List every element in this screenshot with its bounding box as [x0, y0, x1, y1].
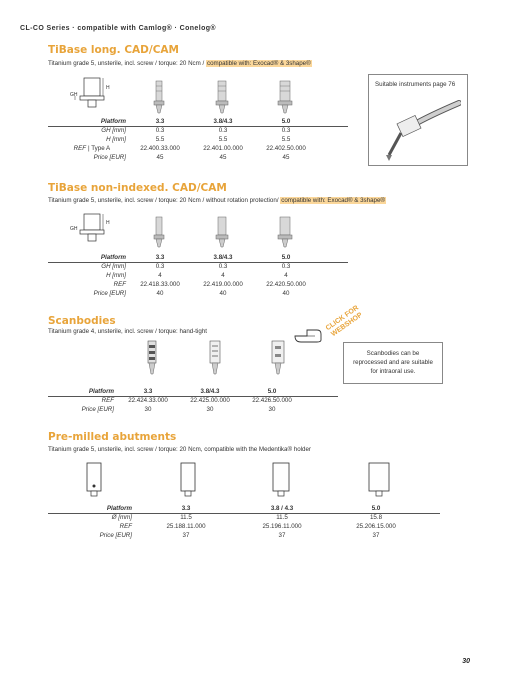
compatibility-highlight: compatible with: Exocad® & 3shape® [281, 197, 385, 204]
instruments-note-box [368, 74, 468, 166]
section-title-tibase-nonindexed: TiBase non-indexed. CAD/CAM [48, 182, 227, 194]
diagram-label-h: H [106, 220, 110, 226]
cell: 4 [284, 272, 288, 279]
cell: 5.5 [218, 136, 228, 143]
row-label: REF [101, 397, 114, 404]
cell: 37 [372, 532, 380, 539]
section-desc-premilled: Titanium grade 5, unsterile, incl. screw / torque: 20 Ncm, compatible with the Medentika® holder [48, 446, 311, 453]
premilled-3-3-image [84, 462, 104, 498]
dimension-diagram [70, 210, 114, 242]
page-header: CL-CO Series · compatible with Camlog® · Conelog® [20, 25, 216, 32]
row-sublabel: | Type A [88, 145, 111, 152]
cell: 22.419.00.000 [203, 281, 243, 288]
type-label: Type A [91, 145, 111, 152]
tibase-nonindexed-table [48, 254, 348, 302]
tibase-long-3-8-image [214, 80, 230, 114]
header-cell: 5.0 [267, 388, 277, 395]
diagram-label-gh: GH [70, 226, 78, 232]
cell: 45 [156, 154, 164, 161]
cell: 25.206.15.000 [356, 523, 396, 530]
cell: 37 [278, 532, 286, 539]
instruments-note-text: Suitable instruments page 76 [375, 81, 456, 88]
scanbody-3-8-image [208, 340, 222, 376]
cell: 4 [158, 272, 162, 279]
tibase-long-table [48, 118, 348, 166]
cell: 22.420.50.000 [266, 281, 306, 288]
cell: 11.5 [276, 514, 288, 521]
cell: 22.426.50.000 [252, 397, 292, 404]
section-title-premilled: Pre-milled abutments [48, 431, 177, 443]
diagram-label-h: H [106, 85, 110, 91]
row-label: Price [EUR] [81, 406, 114, 413]
header-cell: 5.0 [371, 505, 381, 512]
page-number: 30 [462, 658, 470, 665]
row-label: Price [EUR] [99, 532, 132, 539]
webshop-label: CLICK FOR WEBSHOP [324, 304, 364, 339]
header-cell: 3.8/4.3 [213, 118, 233, 125]
row-label: REF [113, 281, 126, 288]
diagram-label-gh: GH [70, 92, 78, 98]
header-label: Platform [106, 505, 132, 512]
premilled-3-8-image [270, 462, 292, 498]
section-desc-scanbodies: Titanium grade 4, unsterile, incl. screw / torque: hand-tight [48, 328, 208, 335]
cell: 40 [156, 290, 164, 297]
row-label: H [mm] [106, 272, 126, 279]
row-label: GH [mm] [101, 263, 126, 270]
cell: 30 [206, 406, 214, 413]
desc-text: Titanium grade 5, unsterile, incl. screw / torque: 20 Ncm / [48, 60, 206, 67]
row-label: REF [119, 523, 132, 530]
row-label: REF [73, 145, 86, 152]
row-label: H [mm] [106, 136, 126, 143]
cell: 22.424.33.000 [128, 397, 168, 404]
header-cell: 3.3 [155, 254, 165, 261]
cell: 22.418.33.000 [140, 281, 180, 288]
cell: 45 [219, 154, 227, 161]
cell: 0.3 [218, 263, 228, 270]
desc-text: Titanium grade 5, unsterile, incl. screw / torque: 20 Ncm / without rotation protection/ [48, 197, 281, 204]
cell: 5.5 [281, 136, 291, 143]
cell: 0.3 [218, 127, 228, 134]
tibase-long-5-0-image [276, 80, 294, 114]
header-cell: 5.0 [281, 118, 291, 125]
cell: 0.3 [155, 263, 165, 270]
screwdriver-instrument-image [375, 93, 461, 163]
section-title-scanbodies: Scanbodies [48, 315, 116, 327]
header-label: Platform [100, 254, 126, 261]
row-label: Price [EUR] [93, 154, 126, 161]
header-cell: 3.3 [143, 388, 153, 395]
section-desc-tibase-nonindexed [48, 197, 386, 204]
cell: 4 [221, 272, 225, 279]
premilled-3-3-table-image [178, 462, 198, 498]
scanbody-note-text: Scanbodies can be reprocessed and are suitable for intraoral use. [353, 350, 433, 375]
scanbody-3-3-image [146, 340, 158, 376]
header-cell: 3.3 [155, 118, 165, 125]
section-title-tibase-long: TiBase long. CAD/CAM [48, 44, 179, 56]
tibase-long-3-3-image [152, 80, 166, 114]
cell: 15.8 [369, 514, 383, 521]
dimension-diagram [70, 76, 114, 108]
row-label: Price [EUR] [93, 290, 126, 297]
webshop-link[interactable] [293, 300, 373, 344]
header-cell: 3.8/4.3 [213, 254, 233, 261]
cell: 22.402.50.000 [266, 145, 306, 152]
tibase-nonindexed-3-8-image [214, 216, 230, 248]
cell: 0.3 [281, 127, 291, 134]
header-label: Platform [88, 388, 114, 395]
row-label: GH [mm] [101, 127, 126, 134]
cell: 40 [219, 290, 227, 297]
compatibility-highlight: compatible with: Exocad® & 3shape® [206, 60, 311, 67]
row-label: Ø [mm] [111, 514, 132, 521]
section-desc-tibase-long [48, 60, 312, 67]
header-cell: 3.3 [181, 505, 191, 512]
scanbody-5-0-image [270, 340, 286, 376]
header-cell: 3.8 / 4.3 [270, 505, 294, 512]
cell: 22.425.00.000 [190, 397, 230, 404]
cell: 40 [282, 290, 290, 297]
cell: 30 [268, 406, 276, 413]
header-cell: 5.0 [281, 254, 291, 261]
cell: 37 [182, 532, 190, 539]
cell: 25.188.11.000 [166, 523, 206, 530]
cell: 30 [144, 406, 152, 413]
cell: 5.5 [155, 136, 165, 143]
tibase-nonindexed-3-3-image [152, 216, 166, 248]
cell: 22.401.00.000 [203, 145, 243, 152]
premilled-5-0-image [366, 462, 392, 498]
premilled-table [48, 505, 440, 543]
scanbody-note-box [343, 342, 443, 384]
scanbodies-table [48, 388, 338, 418]
header-cell: 3.8/4.3 [200, 388, 220, 395]
tibase-nonindexed-5-0-image [276, 216, 294, 248]
cell: 11.5 [180, 514, 192, 521]
cell: 25.196.11.000 [262, 523, 302, 530]
cell: 0.3 [155, 127, 165, 134]
cell: 0.3 [281, 263, 291, 270]
header-label: Platform [100, 118, 126, 125]
cell: 45 [282, 154, 290, 161]
cell: 22.400.33.000 [140, 145, 180, 152]
